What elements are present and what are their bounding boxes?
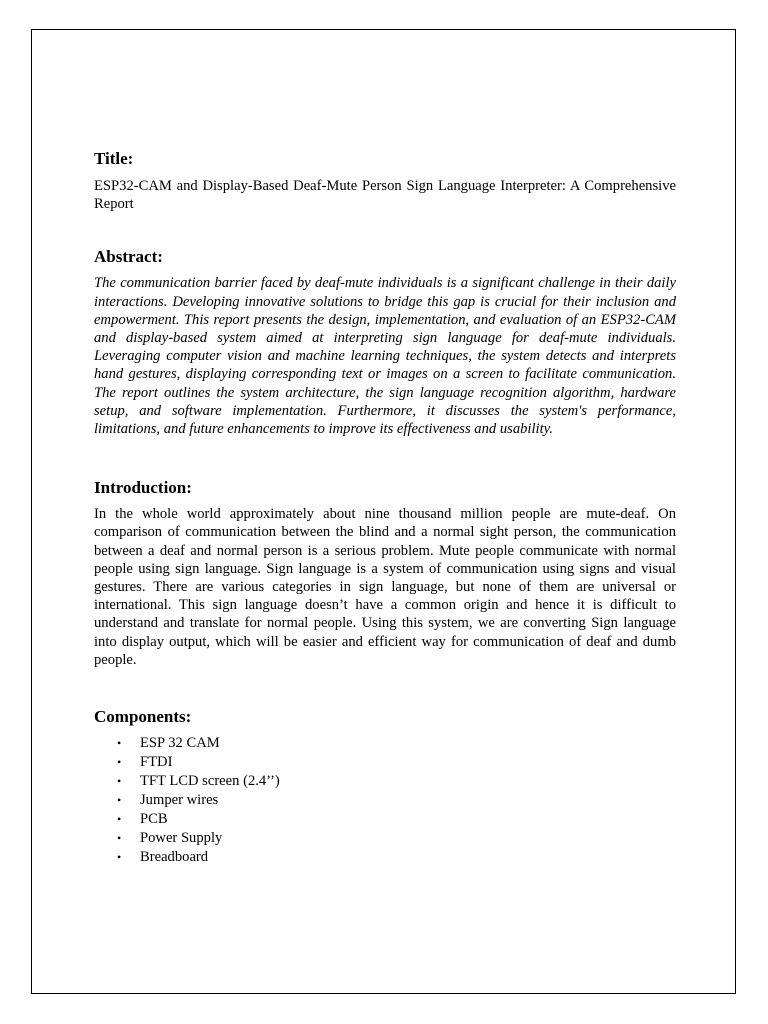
introduction-text: In the whole world approximately about nine thousand million people are mute-deaf. On comparison of communication between the blind and a normal sight person, the communication between a deaf and normal person is a serious problem. Mute people communicate with normal people using sign language. Sign language is a system of communication using signs and visual gestures. There are various categories in sign language, but none of them are universal or international. This sign language doesn’t have a common origin and hence it is difficult to understand and translate for normal people. Using this system, we are converting Sign language into display output, which will be easier and efficient way for communication of deaf and dumb people. <box>94 506 676 668</box>
title-text: ESP32-CAM and Display-Based Deaf-Mute Person Sign Language Interpreter: A Comprehensive Report <box>94 178 676 213</box>
list-item <box>94 791 676 810</box>
title-section <box>94 148 676 213</box>
abstract-text: The communication barrier faced by deaf-mute individuals is a significant challenge in their daily interactions. Developing innovative solutions to bridge this gap is crucial for their inclusion and empowerment. This report presents the design, implementation, and evaluation of an ESP32-CAM and display-based system aimed at interpreting sign language for deaf-mute individuals. Leveraging computer vision and machine learning techniques, the system detects and interprets hand gestures, displaying corresponding text or images on a screen to facilitate communication. The report outlines the system architecture, the sign language recognition algorithm, hardware setup, and software implementation. Furthermore, it discusses the system's performance, limitations, and future enhancements to improve its effectiveness and usability. <box>94 275 676 438</box>
document-content <box>94 148 676 867</box>
list-item <box>94 753 676 772</box>
components-heading: Components: <box>94 707 192 727</box>
abstract-section <box>94 246 676 438</box>
bullet-icon: • <box>117 736 122 751</box>
list-item <box>94 772 676 791</box>
components-section <box>94 706 676 867</box>
bullet-icon: • <box>117 755 122 770</box>
list-item-label: Breadboard <box>140 849 209 866</box>
list-item <box>94 848 676 867</box>
list-item <box>94 829 676 848</box>
list-item-label: Power Supply <box>140 830 223 847</box>
bullet-icon: • <box>117 793 122 808</box>
list-item-label: Jumper wires <box>140 792 219 809</box>
bullet-icon: • <box>117 831 122 846</box>
list-item <box>94 810 676 829</box>
abstract-heading: Abstract: <box>94 247 163 267</box>
document-page <box>31 29 736 994</box>
list-item-label: PCB <box>140 811 168 828</box>
introduction-section <box>94 477 676 669</box>
components-list <box>94 734 676 867</box>
list-item-label: TFT LCD screen (2.4’’) <box>140 773 280 790</box>
introduction-heading: Introduction: <box>94 478 192 498</box>
list-item-label: FTDI <box>140 754 173 771</box>
list-item-label: ESP 32 CAM <box>140 735 220 752</box>
list-item <box>94 734 676 753</box>
bullet-icon: • <box>117 774 122 789</box>
bullet-icon: • <box>117 850 122 865</box>
bullet-icon: • <box>117 812 122 827</box>
title-heading: Title: <box>94 149 134 168</box>
